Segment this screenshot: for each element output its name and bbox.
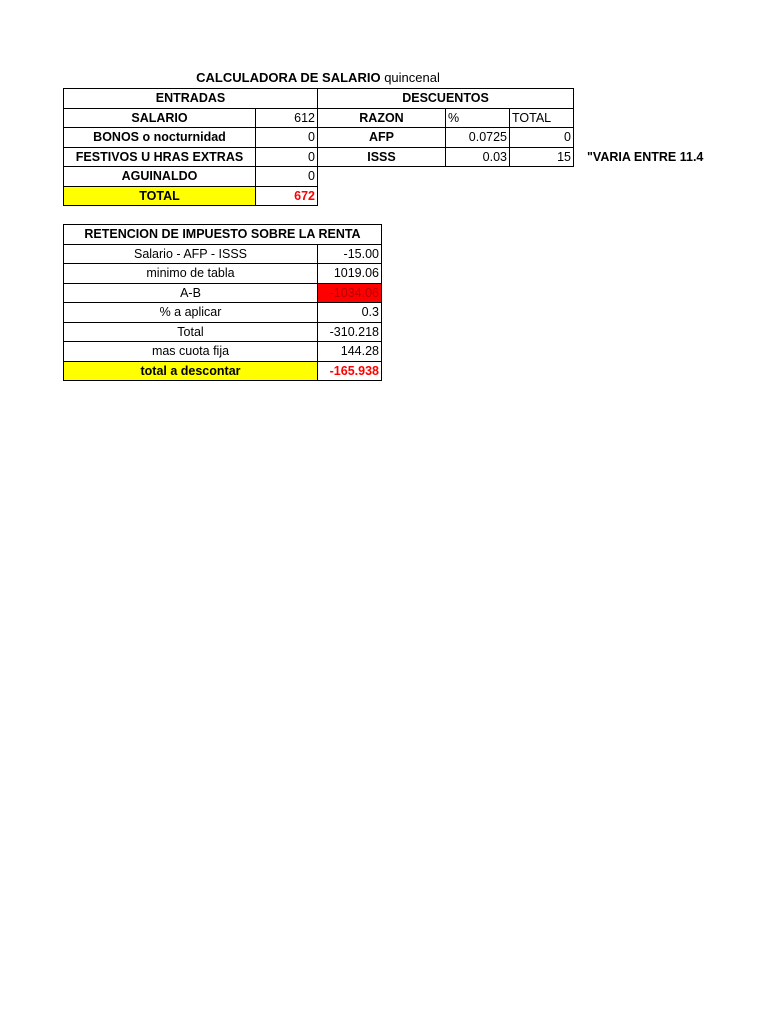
sheet-title [63,70,573,85]
note-cell[interactable]: "VARIA ENTRE 11.4 [587,150,704,164]
cell-value[interactable]: 612 [256,108,318,128]
cell-value[interactable]: 0 [256,128,318,148]
table-row [64,167,574,187]
cell-label[interactable]: minimo de tabla [64,264,318,284]
cell-d-pct[interactable]: 0.0725 [446,128,510,148]
cell-d-label[interactable]: RAZON [318,108,446,128]
table-row [64,303,382,323]
sheet-title-main: CALCULADORA DE SALARIO [196,70,381,85]
table-row [64,89,574,109]
cell-value-alert[interactable]: -1034.06 [318,283,382,303]
table-row [64,147,574,167]
cell-d-total[interactable]: 0 [510,128,574,148]
cell-value[interactable]: -310.218 [318,322,382,342]
table-row [64,186,574,206]
cell-label[interactable]: Total [64,322,318,342]
cell-value[interactable]: 0.3 [318,303,382,323]
empty-cell [318,186,574,206]
cell-value[interactable]: -15.00 [318,244,382,264]
total-value[interactable]: 672 [256,186,318,206]
table-row [64,244,382,264]
cell-label[interactable]: SALARIO [64,108,256,128]
cell-d-total[interactable]: TOTAL [510,108,574,128]
cell-d-label[interactable]: ISSS [318,147,446,167]
total-descontar-value[interactable]: -165.938 [318,361,382,381]
tax-header[interactable]: RETENCION DE IMPUESTO SOBRE LA RENTA [64,225,382,245]
cell-value[interactable]: 144.28 [318,342,382,362]
cell-label[interactable]: FESTIVOS U HRAS EXTRAS [64,147,256,167]
salary-table [63,88,574,206]
cell-label[interactable]: % a aplicar [64,303,318,323]
cell-label[interactable]: A-B [64,283,318,303]
total-label[interactable]: TOTAL [64,186,256,206]
empty-cell [318,167,574,187]
tax-table [63,224,382,381]
cell-d-label[interactable]: AFP [318,128,446,148]
cell-d-pct[interactable]: 0.03 [446,147,510,167]
cell-value[interactable]: 0 [256,167,318,187]
cell-d-pct[interactable]: % [446,108,510,128]
cell-label[interactable]: AGUINALDO [64,167,256,187]
descuentos-header[interactable]: DESCUENTOS [318,89,574,109]
entradas-header[interactable]: ENTRADAS [64,89,318,109]
sheet-title-suffix: quincenal [384,70,440,85]
table-row [64,108,574,128]
table-row [64,283,382,303]
cell-label[interactable]: Salario - AFP - ISSS [64,244,318,264]
cell-label[interactable]: mas cuota fija [64,342,318,362]
cell-value[interactable]: 0 [256,147,318,167]
table-row [64,342,382,362]
table-row [64,128,574,148]
cell-value[interactable]: 1019.06 [318,264,382,284]
table-row [64,361,382,381]
cell-label[interactable]: BONOS o nocturnidad [64,128,256,148]
total-descontar-label[interactable]: total a descontar [64,361,318,381]
table-row [64,264,382,284]
cell-d-total[interactable]: 15 [510,147,574,167]
table-row [64,322,382,342]
table-row [64,225,382,245]
